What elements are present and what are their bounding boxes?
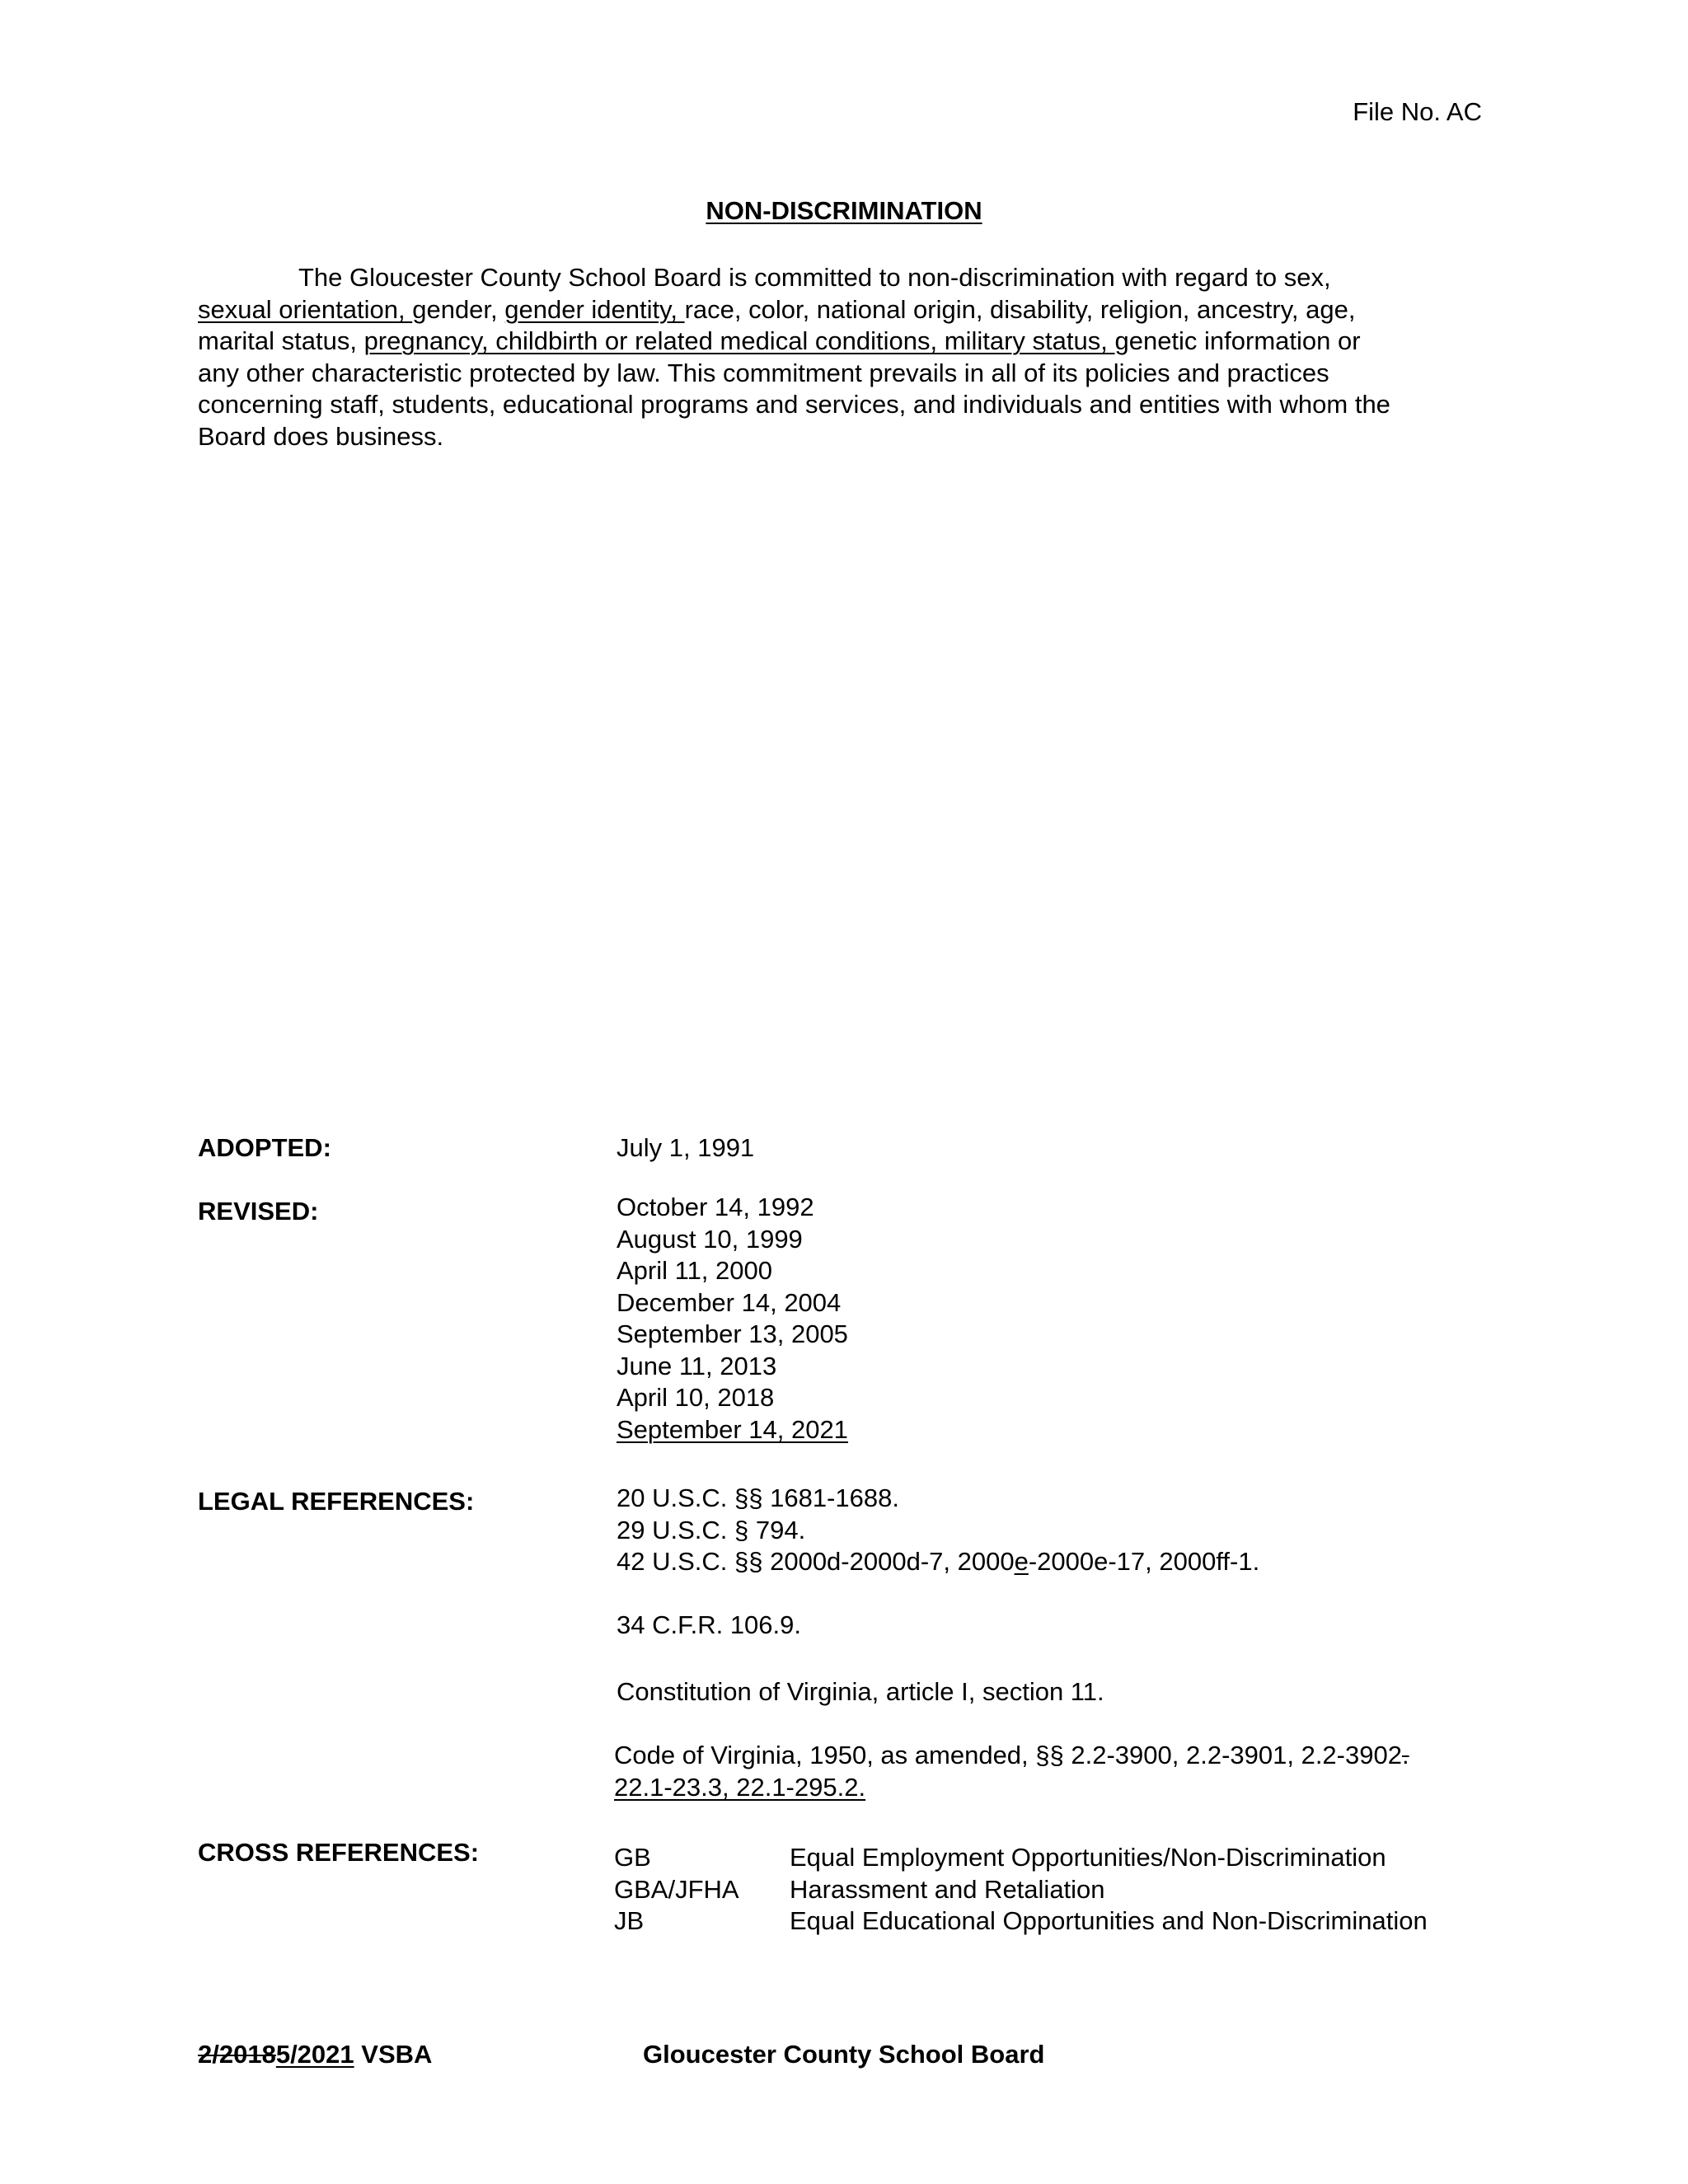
revised-date: October 14, 1992: [617, 1193, 814, 1221]
revised-date: June 11, 2013: [617, 1351, 777, 1380]
legal-usc-refs: [617, 1483, 1259, 1578]
policy-line: The Gloucester County School Board is committed to non-discrimination with regard to sex,: [298, 263, 1331, 292]
legal-reference: 34 C.F.R. 106.9.: [617, 1610, 802, 1639]
revised-date: December 14, 2004: [617, 1287, 842, 1317]
deleted-text: 2/2018: [198, 2040, 276, 2069]
cross-reference-code: GBA/JFHA: [614, 1874, 739, 1904]
footer-board-name: Gloucester County School Board: [643, 2040, 1045, 2069]
policy-text: race, color, national origin, disability, religion, ancestry, age,: [684, 294, 1356, 324]
legal-reference: Constitution of Virginia, article I, section 11.: [617, 1677, 1104, 1706]
legal-reference: 20 U.S.C. §§ 1681-1688.: [617, 1483, 899, 1512]
policy-line: concerning staff, students, educational programs and services, and individuals and entities with whom the: [198, 390, 1390, 419]
cross-references-label: CROSS REFERENCES:: [198, 1838, 480, 1867]
inserted-text: pregnancy, childbirth or related medical conditions, military status,: [363, 326, 1115, 355]
adopted-label: ADOPTED:: [198, 1133, 331, 1162]
policy-line: [198, 326, 1500, 358]
policy-text: gender,: [412, 294, 505, 324]
inserted-text: September 14, 2021: [617, 1414, 848, 1444]
legal-references-label: LEGAL REFERENCES:: [198, 1487, 475, 1516]
file-number: File No. AC: [1353, 97, 1482, 126]
page-title-text: NON-DISCRIMINATION: [706, 196, 982, 225]
revised-date: April 10, 2018: [617, 1383, 775, 1412]
cross-reference-code: GB: [614, 1843, 651, 1872]
cross-reference-row: [614, 1905, 1428, 1938]
legal-reference: [614, 1772, 1409, 1804]
legal-text: Code of Virginia, 1950, as amended, §§ 2.2-3900, 2.2-3901, 2.2-3902: [614, 1741, 1402, 1769]
inserted-text: 5/2021: [275, 2040, 354, 2069]
inserted-text: 22.1-23.3, 22.1-295.2.: [614, 1772, 866, 1802]
cross-reference-row: [614, 1842, 1428, 1874]
legal-reference: [617, 1546, 1259, 1578]
legal-reference: 29 U.S.C. § 794.: [617, 1515, 806, 1544]
legal-reference: [614, 1740, 1409, 1772]
policy-line: [198, 294, 1500, 326]
legal-text: 42 U.S.C. §§ 2000d-2000d-7, 2000: [617, 1547, 1015, 1576]
policy-paragraph: [198, 262, 1500, 452]
cross-reference-code: JB: [614, 1906, 645, 1935]
cross-reference-title: Equal Educational Opportunities and Non-Discrimination: [790, 1906, 1428, 1935]
legal-code-refs: [614, 1740, 1409, 1803]
footer-revision: [198, 2040, 432, 2069]
revised-dates: [617, 1192, 848, 1446]
adopted-date: July 1, 1991: [617, 1133, 755, 1162]
footer-org: VSBA: [354, 2040, 433, 2069]
inserted-text: gender identity,: [504, 294, 685, 324]
inserted-text: sexual orientation,: [198, 294, 413, 324]
revised-date: August 10, 1999: [617, 1224, 803, 1254]
revised-label: REVISED:: [198, 1197, 319, 1226]
cross-reference-row: [614, 1874, 1428, 1906]
revised-date: April 11, 2000: [617, 1256, 772, 1285]
legal-text: -2000e-17, 2000ff-1.: [1028, 1547, 1260, 1576]
cross-reference-title: Equal Employment Opportunities/Non-Discrimination: [790, 1843, 1386, 1872]
cross-reference-title: Harassment and Retaliation: [790, 1874, 1105, 1904]
revised-date: September 13, 2005: [617, 1319, 848, 1348]
policy-text: genetic information or: [1114, 326, 1361, 355]
cross-references-list: [614, 1842, 1428, 1938]
inserted-text: e: [1014, 1547, 1029, 1576]
revised-date: [617, 1414, 848, 1446]
policy-line: Board does business.: [198, 421, 444, 451]
policy-line: any other characteristic protected by law. This commitment prevails in all of its policies and practices: [198, 358, 1329, 387]
policy-text: marital status,: [198, 326, 364, 355]
page-title: [0, 196, 1688, 226]
deleted-text: .: [1401, 1741, 1409, 1769]
